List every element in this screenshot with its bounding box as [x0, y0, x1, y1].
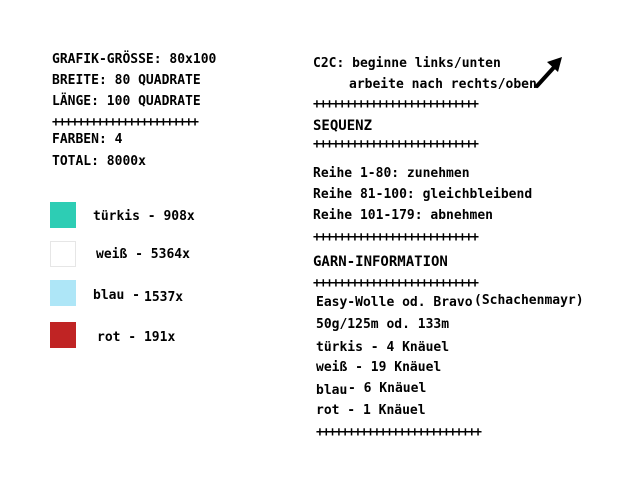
farben-label: FARBEN: 4	[52, 132, 123, 147]
row-instruction: Reihe 1-80: zunehmen	[313, 166, 470, 181]
color-label-blau: blau -	[93, 288, 140, 303]
skein-weiss: weiß - 19 Knäuel	[316, 360, 442, 375]
separator: +++++++++++++++++++++++	[52, 115, 198, 130]
separator: ++++++++++++++++++++++++++	[313, 276, 478, 291]
sequenz-title: SEQUENZ	[313, 118, 373, 134]
arrow-up-right-icon	[533, 54, 565, 90]
grafik-size: GRAFIK-GRÖSSE: 80x100	[52, 52, 217, 67]
garn-title: GARN-INFORMATION	[313, 254, 448, 270]
skein-blau-label: blau	[316, 383, 348, 398]
color-swatch-tuerkis	[50, 202, 76, 228]
yarn-name: Easy-Wolle od. Bravo	[316, 295, 473, 310]
skein-tuerkis: türkis - 4 Knäuel	[316, 340, 450, 355]
separator: ++++++++++++++++++++++++++	[313, 137, 478, 152]
color-label-rot: rot - 191x	[97, 330, 176, 345]
color-swatch-blau	[50, 280, 76, 306]
row-instruction: Reihe 81-100: gleichbleibend	[313, 187, 533, 202]
skein-rot: rot - 1 Knäuel	[316, 403, 426, 418]
yarn-weight: 50g/125m od. 133m	[316, 317, 450, 332]
yarn-brand: (Schachenmayr)	[474, 293, 584, 308]
color-swatch-rot	[50, 322, 76, 348]
c2c-label: C2C: beginne links/unten	[313, 56, 501, 71]
separator: ++++++++++++++++++++++++++	[313, 97, 478, 112]
color-label-tuerkis: türkis - 908x	[93, 209, 195, 224]
breite-label: BREITE: 80 QUADRATE	[52, 73, 201, 88]
color-label-weiss: weiß - 5364x	[96, 247, 190, 262]
laenge-label: LÄNGE: 100 QUADRATE	[52, 94, 201, 109]
row-instruction: Reihe 101-179: abnehmen	[313, 208, 494, 223]
color-swatch-weiss	[50, 241, 76, 267]
total-label: TOTAL: 8000x	[52, 154, 146, 169]
separator: ++++++++++++++++++++++++++	[316, 425, 481, 440]
direction-label: arbeite nach rechts/oben	[349, 77, 537, 92]
color-count-blau: 1537x	[144, 290, 184, 305]
separator: ++++++++++++++++++++++++++	[313, 230, 478, 245]
skein-blau-count: - 6 Knäuel	[348, 381, 427, 396]
